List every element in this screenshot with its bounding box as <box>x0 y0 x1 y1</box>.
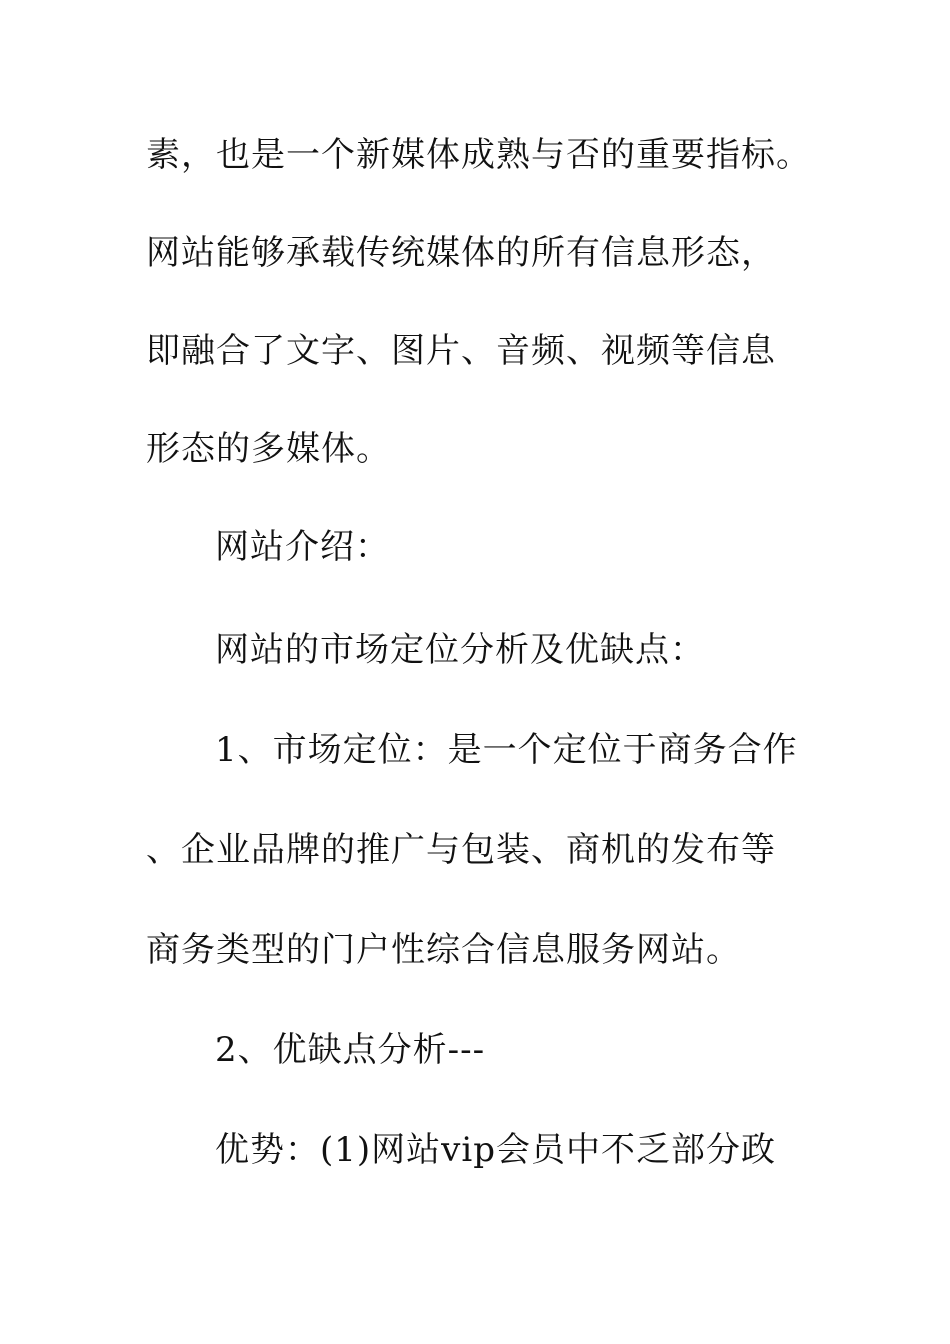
sub-heading: 网站的市场定位分析及优缺点： <box>215 630 705 670</box>
body-text-line: 2、优缺点分析--- <box>215 1030 486 1070</box>
body-text-line: 、企业品牌的推广与包装、商机的发布等 <box>146 830 776 870</box>
body-text-line: 即融合了文字、图片、音频、视频等信息 <box>146 331 776 371</box>
section-heading: 网站介绍： <box>215 527 390 567</box>
body-text-line: 1、市场定位：是一个定位于商务合作 <box>215 730 798 770</box>
body-text-line: 网站能够承载传统媒体的所有信息形态， <box>146 233 776 273</box>
body-text-line: 形态的多媒体。 <box>146 429 391 469</box>
body-text-line: 素，也是一个新媒体成熟与否的重要指标。 <box>146 135 811 175</box>
body-text-line: 优势：(1)网站vip会员中不乏部分政 <box>215 1130 777 1170</box>
body-text-line: 商务类型的门户性综合信息服务网站。 <box>146 930 741 970</box>
